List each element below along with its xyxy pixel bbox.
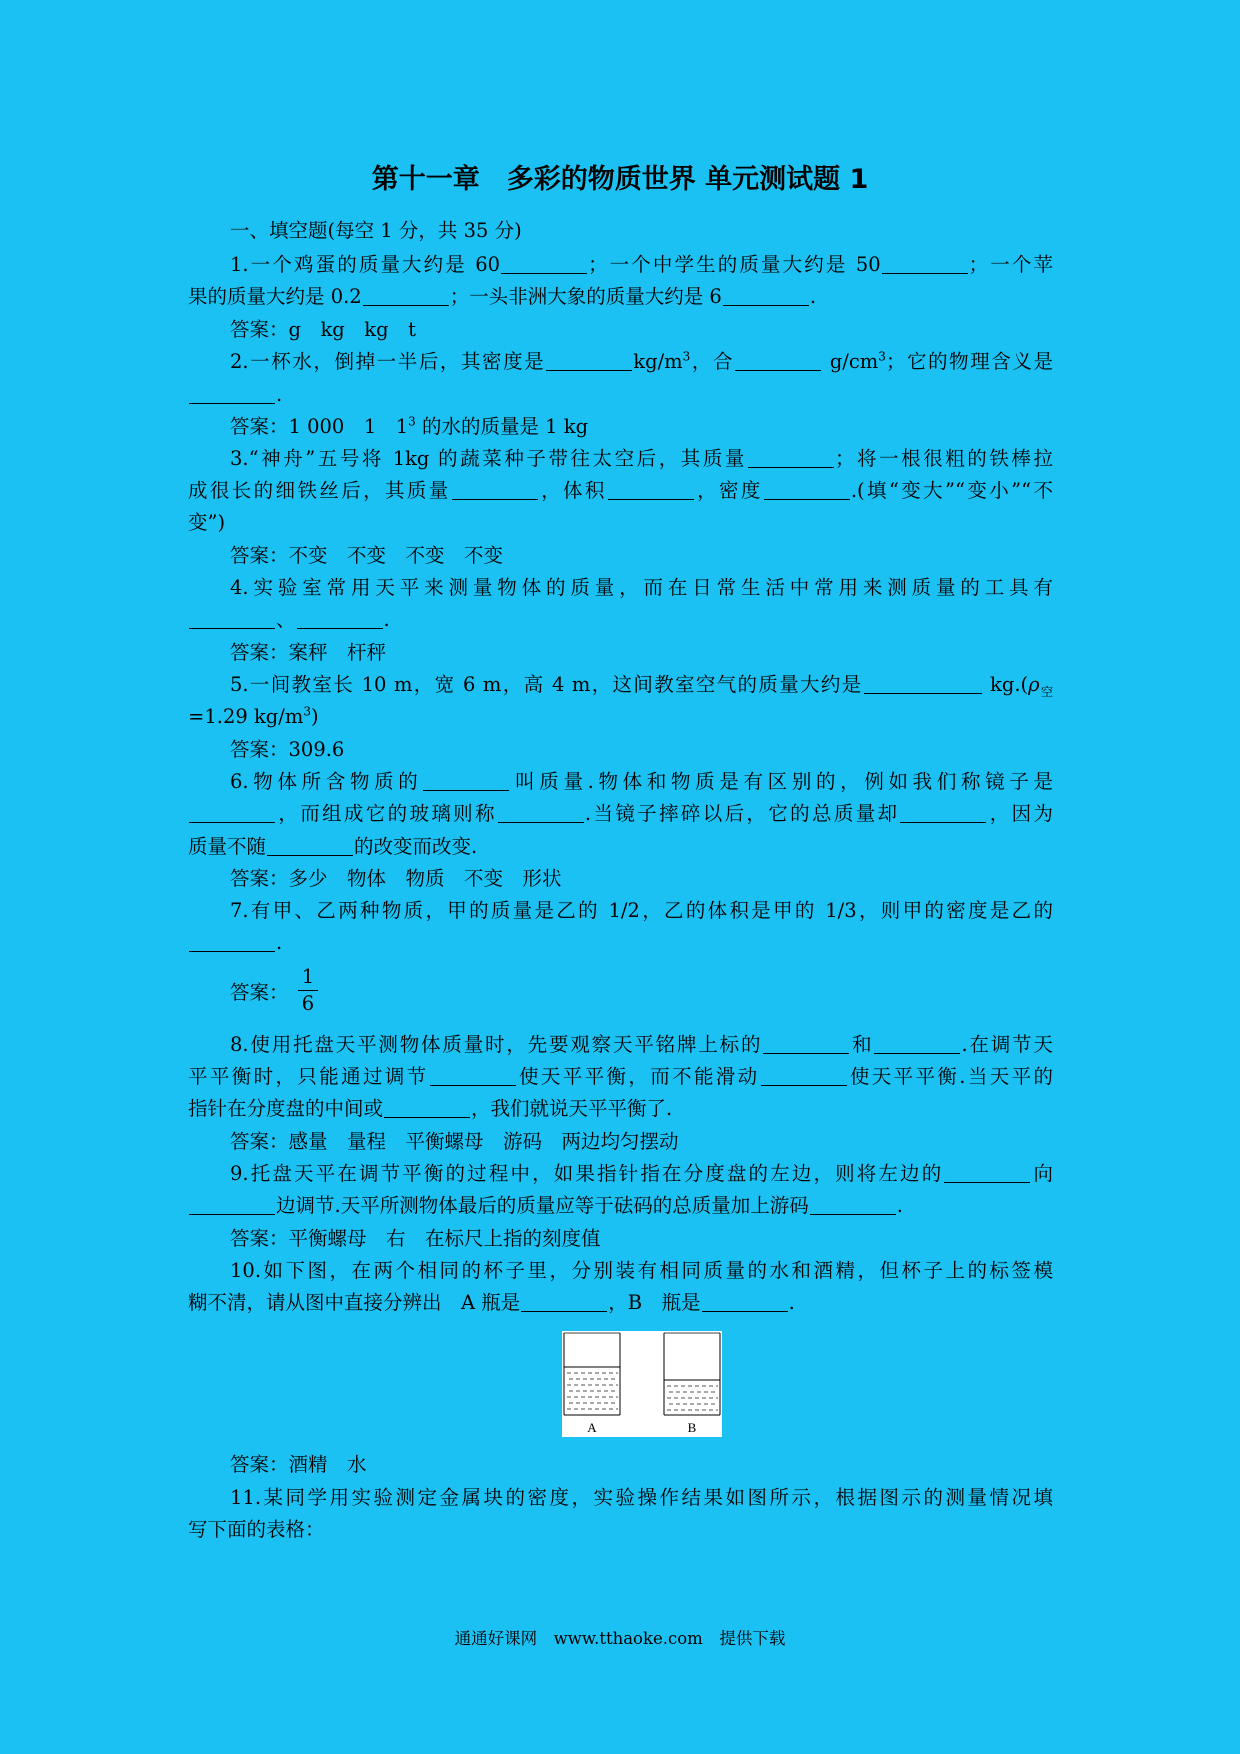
question-6-line-1: 6.物体所含物质的 叫质量.物体和物质是有区别的，例如我们称镜子是 xyxy=(230,770,1054,793)
answer-blank xyxy=(189,929,275,952)
beaker-a-label: A xyxy=(587,1420,597,1435)
answer-blank xyxy=(702,1289,788,1312)
question-1-line-1: 1.一个鸡蛋的质量大约是 60 ；一个中学生的质量大约是 50 ；一个苹 xyxy=(230,253,1053,276)
question-8-line-1: 8.使用托盘天平测物体质量时，先要观察天平铭牌上标的 和 .在调节天 xyxy=(230,1033,1053,1056)
question-1-answer: 答案：g kg kg t xyxy=(230,318,416,341)
answer-blank xyxy=(882,251,968,274)
question-2-line-1: 2.一杯水，倒掉一半后，其密度是 $kg/m^3$，合 $g/cm^3$；它的物理含义是 xyxy=(230,349,1053,373)
answer-blank xyxy=(521,1289,607,1312)
answer-blank xyxy=(267,833,353,856)
answer-blank xyxy=(944,1160,1030,1183)
answer-blank xyxy=(430,1063,516,1086)
answer-blank xyxy=(723,283,809,306)
question-4-line-1: 4.实验室常用天平来测量物体的质量，而在日常生活中常用来测质量的工具有 xyxy=(230,576,1053,599)
page-title: 第十一章 多彩的物质世界 单元测试题 1 xyxy=(371,164,869,195)
question-4-answer: 答案：案秤 杆秤 xyxy=(230,641,387,664)
question-6-answer: 答案：多少 物体 物质 不变 形状 xyxy=(230,867,562,890)
question-6-line-2: ，而组成它的玻璃则称 .当镜子摔碎以后，它的总质量却 ，因为 xyxy=(188,799,1053,831)
answer-blank xyxy=(761,1063,847,1086)
answer-blank xyxy=(735,348,821,371)
question-5-answer: 答案：309.6 xyxy=(230,738,345,761)
answer-blank xyxy=(498,800,584,823)
answer-blank xyxy=(546,348,632,371)
question-9-line-1: 9.托盘天平在调节平衡的过程中，如果指针指在分度盘的左边，则将左边的 向 xyxy=(230,1162,1053,1185)
question-10-line-1: 10.如下图，在两个相同的杯子里，分别装有相同质量的水和酒精，但杯子上的标签模 xyxy=(230,1259,1053,1282)
section-header: 一、填空题(每空 1 分，共 35 分) xyxy=(230,219,522,242)
answer-blank xyxy=(810,1192,896,1215)
question-11-line-1: 11.某同学用实验测定金属块的密度，实验操作结果如图所示，根据图示的测量情况填 xyxy=(230,1486,1053,1509)
answer-blank xyxy=(748,445,834,468)
answer-blank xyxy=(501,251,587,274)
answer-blank xyxy=(189,606,275,629)
beaker-b-label: B xyxy=(687,1420,697,1435)
question-7-answer-label: 答案： xyxy=(230,981,289,1004)
question-8-line-3: 指针在分度盘的中间或 ，我们就说天平平衡了. xyxy=(188,1097,673,1120)
answer-blank xyxy=(297,606,383,629)
figure-background xyxy=(562,1331,722,1437)
answer-blank xyxy=(189,1192,275,1215)
answer-blank xyxy=(864,671,982,694)
answer-blank xyxy=(452,477,538,500)
answer-blank xyxy=(764,477,850,500)
question-5-line-2: =1.29 $kg/m^3$) xyxy=(188,704,319,728)
beakers-figure xyxy=(562,1331,722,1437)
answer-blank xyxy=(384,1095,470,1118)
question-5-line-1: 5.一间教室长 10 m，宽 6 m，高 4 m，这间教室空气的质量大约是 $kg.(\rho_空$ xyxy=(230,673,1053,699)
question-1-line-2: 果的质量大约是 0.2 ；一头非洲大象的质量大约是 6 . xyxy=(188,285,817,308)
answer-blank xyxy=(763,1031,849,1054)
question-4-line-2: 、 . xyxy=(188,605,1053,637)
answer-blank xyxy=(900,800,986,823)
answer-blank xyxy=(874,1031,960,1054)
question-3-line-3: 变”) xyxy=(188,511,226,534)
question-3-answer: 答案：不变 不变 不变 不变 xyxy=(230,544,504,567)
question-2-answer: 答案：1 000 1 $1^3$ 的水的质量是 1 kg xyxy=(230,414,589,438)
question-8-line-2: 平平衡时，只能通过调节 使天平平衡，而不能滑动 使天平平衡.当天平的 xyxy=(188,1065,1053,1088)
question-7-line-1: 7.有甲、乙两种物质，甲的质量是乙的 1/2，乙的体积是甲的 1/3，则甲的密度是乙的 xyxy=(230,899,1053,922)
question-3-line-2: 成很长的细铁丝后，其质量 ，体积 ，密度 .(填“变大”“变小”“不 xyxy=(188,479,1053,502)
answer-blank xyxy=(189,381,275,404)
question-2-line-2: . xyxy=(188,380,1053,412)
question-9-line-2: 边调节.天平所测物体最后的质量应等于砝码的总质量加上游码 . xyxy=(188,1191,1053,1223)
answer-fraction: $\frac{1}{6}$ xyxy=(298,964,318,1017)
question-11-line-2: 写下面的表格： xyxy=(188,1518,325,1541)
question-6-line-3: 质量不随 的改变而改变. xyxy=(188,835,478,858)
question-8-answer: 答案：感量 量程 平衡螺母 游码 两边均匀摆动 xyxy=(230,1130,679,1153)
page-footer: 通通好课网 www.tthaoke.com 提供下载 xyxy=(454,1629,786,1648)
question-7-line-2: . xyxy=(188,928,1053,960)
question-10-answer: 答案：酒精 水 xyxy=(230,1453,367,1476)
answer-blank xyxy=(189,800,275,823)
answer-blank xyxy=(363,283,449,306)
question-9-answer: 答案：平衡螺母 右 在标尺上指的刻度值 xyxy=(230,1227,601,1250)
question-10-line-2: 糊不清，请从图中直接分辨出 A 瓶是 ，B 瓶是 . xyxy=(188,1291,795,1314)
question-3-line-1: 3.“神舟”五号将 1kg 的蔬菜种子带往太空后，其质量 ；将一根很粗的铁棒拉 xyxy=(230,447,1053,470)
answer-blank xyxy=(608,477,694,500)
answer-blank xyxy=(423,768,509,791)
